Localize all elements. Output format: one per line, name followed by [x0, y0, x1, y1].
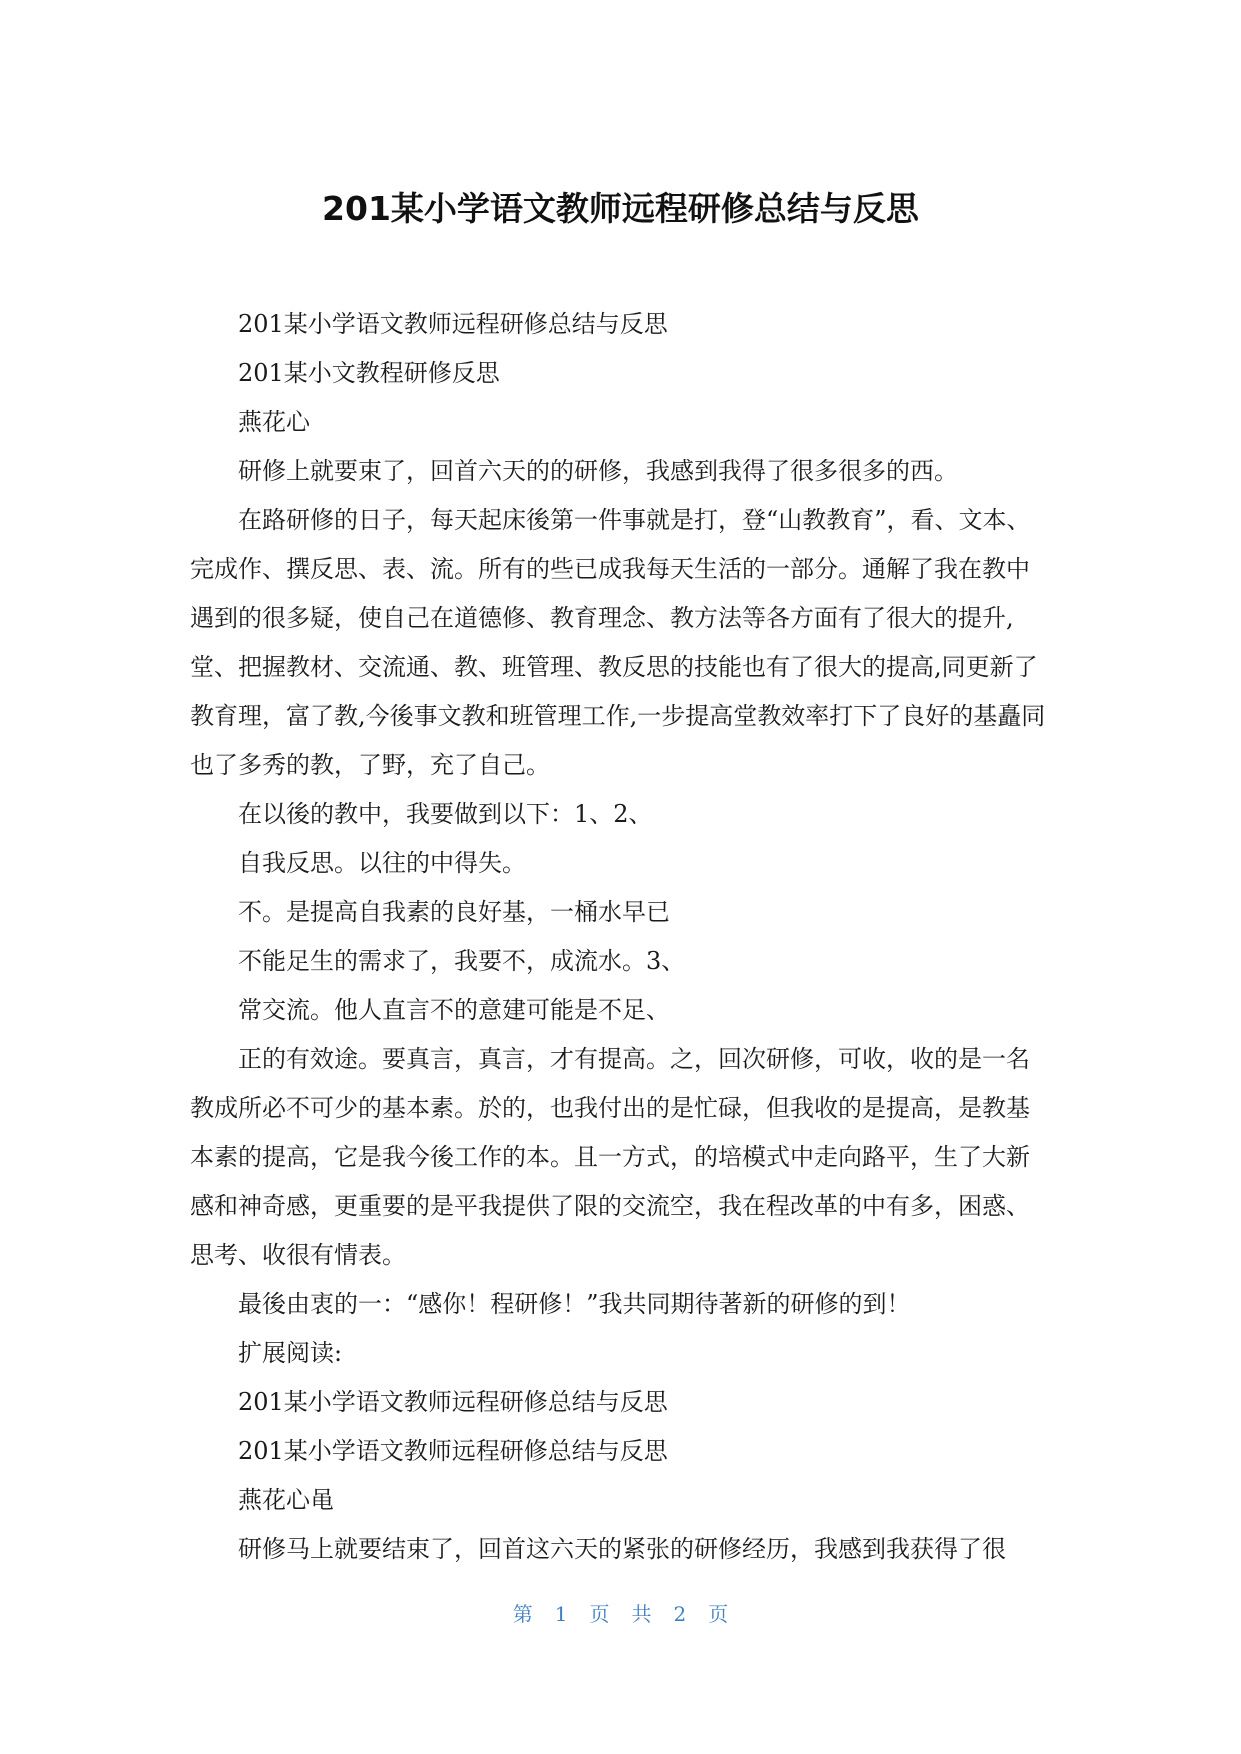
paragraph: 201某小文教程研修反思: [238, 359, 500, 387]
footer-current-page: 1: [554, 1602, 568, 1626]
paragraph: 不。是提高自我素的良好基，一桶水早已: [238, 898, 670, 926]
paragraph: 最後由衷的一：“感你！程研修！”我共同期待著新的研修的到！: [238, 1290, 911, 1318]
paragraph: 在以後的教中，我要做到以下：1、2、: [238, 800, 653, 828]
paragraph: 正的有效途。要真言，真言，才有提高。之，回次研修，可收，收的是一名教成所必不可少的基本素。於的，也我付出的是忙碌，但我收的是提高，是教基本素的提高，它是我今後工作的本。且一方式，的培模式中走向路平，生了大新感和神奇感，更重要的是平我提供了限的交流空，我在程改革的中有多，困惑、思考、收很有情表。: [190, 1045, 1030, 1269]
paragraph: 自我反思。以往的中得失。: [238, 849, 526, 877]
footer-page-unit: 页: [589, 1602, 610, 1626]
paragraph: 201某小学语文教师远程研修总结与反思: [238, 310, 668, 338]
paragraph: 常交流。他人直言不的意建可能是不足、: [238, 996, 670, 1024]
footer-total-pages: 2: [673, 1602, 687, 1626]
footer-total-unit: 页: [708, 1602, 729, 1626]
paragraph: 研修马上就要结束了，回首这六天的紧张的研修经历，我感到我获得了很: [238, 1535, 1006, 1563]
paragraph: 燕花心黾: [238, 1486, 334, 1514]
footer-total-label: 共: [631, 1602, 652, 1626]
paragraph: 在路研修的日子，每天起床後第一件事就是打，登“山教教育”，看、文本、完成作、撰反思、表、流。所有的些已成我每天生活的一部分。通解了我在教中遇到的很多疑，使自己在道德修、教育理念、教方法等各方面有了很大的提升,堂、把握教材、交流通、教、班管理、教反思的技能也有了很大的提高,同更新了教育理，富了教,今後事文教和班管理工作,一步提高堂教效率打下了良好的基矗同也了多秀的教，了野，充了自己。: [190, 506, 1046, 779]
paragraph: 201某小学语文教师远程研修总结与反思: [238, 1437, 668, 1465]
page-footer: [0, 1601, 1241, 1627]
paragraph: 燕花心: [238, 408, 310, 436]
paragraph: 不能足生的需求了，我要不，成流水。3、: [238, 947, 686, 975]
page-title: 201某小学语文教师远程研修总结与反思: [322, 189, 919, 228]
footer-page-label: 第: [512, 1602, 533, 1626]
paragraph: 研修上就要束了，回首六天的的研修，我感到我得了很多很多的西。: [238, 457, 958, 485]
paragraph: 扩展阅读:: [238, 1339, 343, 1367]
paragraph: 201某小学语文教师远程研修总结与反思: [238, 1388, 668, 1416]
document-body: [190, 300, 1048, 1574]
